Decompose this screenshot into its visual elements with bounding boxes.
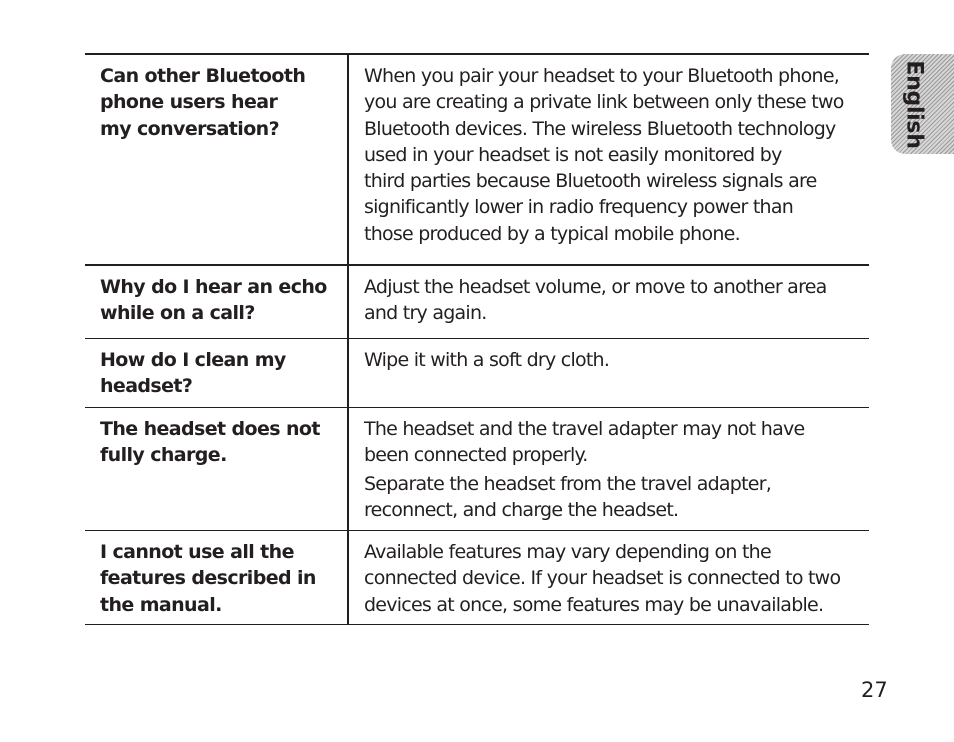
faq-row-clean — [85, 339, 869, 408]
faq-row-charge — [85, 408, 869, 531]
answer-line: Adjust the headset volume, or move to another area — [364, 276, 827, 298]
question-line: Why do I hear an echo — [100, 276, 327, 298]
language-tab-label — [889, 54, 939, 154]
faq-question — [85, 408, 349, 530]
faq-answer — [349, 408, 869, 530]
answer-line: connected device. If your headset is connected to two — [364, 567, 841, 590]
answer-paragraph — [364, 274, 869, 327]
language-tab-text: English — [901, 59, 927, 149]
answer-line: The headset and the travel adapter may not have — [364, 418, 805, 440]
question-line: my conversation? — [100, 117, 280, 140]
faq-question — [85, 55, 349, 264]
faq-row-features — [85, 531, 869, 625]
answer-paragraph — [364, 416, 869, 469]
answer-line: Bluetooth devices. The wireless Bluetooth technology — [364, 117, 836, 140]
troubleshooting-faq-table — [85, 53, 869, 625]
question-line: phone users hear — [100, 91, 278, 114]
question-line: I cannot use all the — [100, 541, 294, 563]
faq-row-privacy — [85, 55, 869, 266]
answer-line: significantly lower in radio frequency power than — [364, 196, 794, 219]
faq-row-echo — [85, 266, 869, 339]
answer-paragraph — [364, 63, 869, 247]
faq-answer — [349, 339, 869, 407]
answer-line: third parties because Bluetooth wireless signals are — [364, 170, 817, 193]
faq-answer — [349, 55, 869, 264]
answer-paragraph — [364, 347, 869, 373]
answer-line: been connected properly. — [364, 444, 588, 467]
question-line: while on a call? — [100, 302, 255, 325]
question-line: The headset does not — [100, 418, 320, 440]
answer-paragraph — [364, 539, 869, 618]
faq-question — [85, 339, 349, 407]
faq-answer — [349, 266, 869, 338]
answer-line: used in your headset is not easily monitored by — [364, 143, 782, 166]
question-line: Can other Bluetooth — [100, 65, 306, 87]
answer-line: When you pair your headset to your Bluetooth phone, — [364, 65, 840, 87]
faq-answer — [349, 531, 869, 624]
faq-question — [85, 531, 349, 624]
answer-paragraph — [364, 471, 869, 524]
faq-question — [85, 266, 349, 338]
question-line: features described in — [100, 567, 316, 590]
question-line: How do I clean my — [100, 349, 286, 371]
answer-line: Wipe it with a soft dry cloth. — [364, 349, 610, 371]
answer-line: Available features may vary depending on the — [364, 541, 771, 563]
answer-line: reconnect, and charge the headset. — [364, 498, 679, 521]
page-number: 27 — [861, 678, 888, 702]
answer-line: you are creating a private link between only these two — [364, 91, 844, 114]
question-line: fully charge. — [100, 444, 227, 467]
answer-line: Separate the headset from the travel adapter, — [364, 472, 772, 495]
answer-line: those produced by a typical mobile phone. — [364, 222, 740, 245]
question-line: the manual. — [100, 593, 222, 616]
answer-line: and try again. — [364, 302, 487, 325]
answer-line: devices at once, some features may be unavailable. — [364, 593, 824, 616]
question-line: headset? — [100, 375, 193, 398]
